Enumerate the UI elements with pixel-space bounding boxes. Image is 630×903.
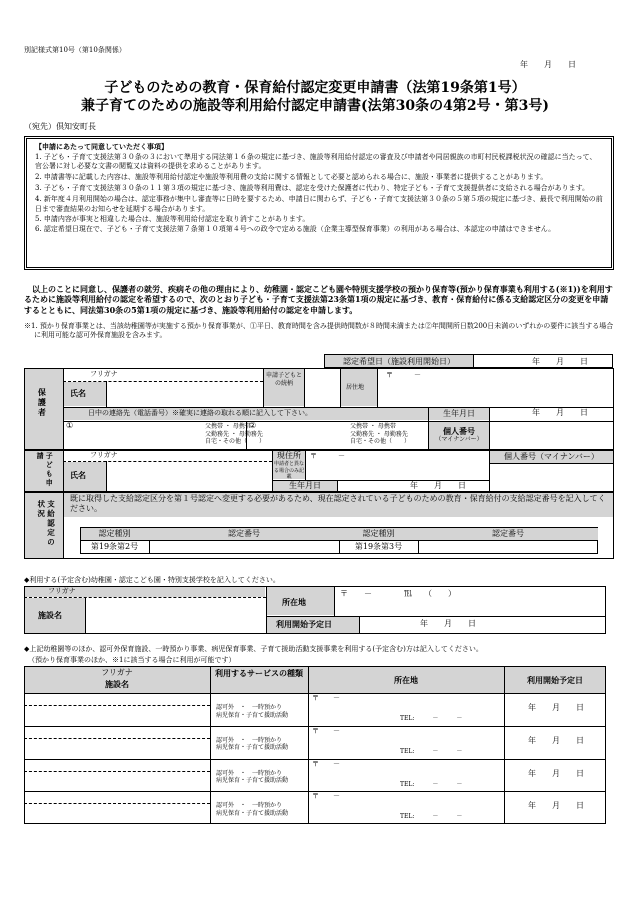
service-facility-furigana-field[interactable] [27,793,207,802]
child-mynumber-field[interactable] [492,465,610,489]
guardian-address-label: 居住地 [346,384,365,391]
contact-options: 父携帯 ・ 母携帯 父勤務先 ・ 母勤務先 自宅・その他（ ） [350,423,411,445]
kindergarten-location-value[interactable]: 〒 － ℡ （ ） [340,589,456,598]
guardian-contact1: ① [66,421,74,430]
cert-col-number: 認定番号 [492,529,524,538]
consent-item: 3. 子ども・子育て支援法第３０条の１１第３項の規定に基づき、施設等利用費は、認定を受けた保護者に代わり、特定子ども・子育て支援提供者に支給される場合があります。 [35,184,590,193]
kindergarten-name-label: 施設名 [38,610,62,620]
service-postal: 〒 － [312,759,340,768]
service-facility-furigana-field[interactable] [27,728,207,737]
col-facility: 施設名 [105,679,129,689]
guardian-contact2: ② [249,421,257,430]
cert-number2-field[interactable] [420,542,596,553]
other-services-subheading: （預かり保育事業のほか、※1に該当する場合に利用が可能です） [28,656,236,664]
cert-col-type: 認定種別 [362,529,395,538]
note1: ※1. 預かり保育事業とは、当該幼稚園等が実施する預かり保育事業が、①平日、教育時間を含み提供時間数が８時間未満または②年間開所日数200日未満のいずれかの要件に該当する場合に利用可能な認可外保育施設を含みます。 [24,322,614,340]
service-tel[interactable]: TEL: － － [400,747,463,755]
other-services-heading: ◆上記幼稚園等のほか、認可外保育施設、一時預かり事業、病児保育事業、子育て援助活動支援事業を利用する(予定含む)方は記入してください。 [24,645,483,653]
child-postal: 〒 － [310,452,345,460]
service-type-options[interactable]: 認可外 ・ 一時預かり 病児保育・子育て援助活動 [216,769,289,784]
consent-item: 2. 申請書等に記載した内容は、施設等利用給付認定や施設等利用費の支給に関する情報として必要と認められる場合に、施設・事業者に提供することがあります。 [35,173,548,182]
service-postal: 〒 － [312,792,340,801]
guardian-birth-label: 生年月日 [429,408,489,420]
service-postal: 〒 － [312,694,340,702]
service-facility-name-field[interactable] [27,740,207,756]
cert-row-type2: 第19条第3号 [354,542,403,551]
service-start-value[interactable]: 年 月 日 [528,735,584,745]
desired-date-value[interactable]: 年 月 日 [473,354,613,368]
guardian-address-field[interactable] [380,382,610,404]
consent-item: 4. 新年度４月利用開始の場合は、認定事務が集中し審査等に日時を要するため、申請日に関わらず、子ども・子育て支援法第３０条の５第５項の規定に基づき、最長で利用開始の前日まで審査結果のお知らせを延期する場合があります。 [35,195,603,213]
certification-section-label: 支給認定の状況 [36,500,56,548]
child-birth-value[interactable]: 年 月 日 [410,481,466,490]
title-line2: 兼子育てのための施設等利用給付認定申請書(法第30条の4第2号・第3号) [81,98,549,114]
guardian-furigana-label: フリガナ [90,370,118,378]
service-tel[interactable]: TEL: － － [400,715,463,722]
col-start: 利用開始予定日 [527,675,583,685]
child-name-label: 氏名 [70,470,86,480]
child-name-field[interactable] [108,463,268,489]
kindergarten-start-value[interactable]: 年 月 日 [420,619,476,628]
guardian-mynumber-label: 個人番号 [443,426,475,436]
consent-item: 5. 申請内容が事実と相違した場合は、施設等利用給付認定を取り消すことがあります。 [35,214,310,223]
title-line1: 子どものための教育・保育給付認定変更申請書（法第19条第1号） [104,80,526,96]
guardian-relation-field[interactable] [306,370,338,404]
guardian-contact-label: 日中の連絡先（電話番号）※確実に連絡の取れる順に記入して下さい。 [88,409,312,417]
consent-item: 1. 子ども・子育て支援法第３０条の３において準用する同法第１６条の規定に基づき、施設等利用給付認定の審査及び申請者や同居親族の市町村民税課税状況の確認に当たって、官公署に対し必要な文書の閲覧又は資料の提供を求めることがあります。 [35,153,597,171]
child-current-address-note: 申請者と異なる場合のみ記載 [273,461,304,480]
child-address-field[interactable] [308,462,486,478]
guardian-name-field[interactable] [108,383,258,405]
guardian-mynumber-sub: （マイナンバー） [435,436,483,444]
consent-box [24,136,614,270]
kindergarten-name-field[interactable] [88,599,262,631]
cert-col-type: 認定種別 [98,529,131,538]
kindergarten-heading: ◆利用する(予定含む)幼稚園・認定こども園・特別支援学校を記入してください。 [24,576,280,584]
guardian-relation-label: 申請子どもとの続柄 [265,372,302,387]
contact-options: 父携帯 ・ 母携帯 父勤務先 ・ 母勤務先 自宅・その他（ ） [205,423,266,445]
cert-col-number: 認定番号 [228,529,260,538]
service-type-options[interactable]: 認可外 ・ 一時預かり 病児保育・子育て援助活動 [216,736,289,752]
service-facility-furigana-field[interactable] [27,761,207,770]
desired-date-label: 認定希望日（施設利用開始日） [324,354,474,368]
service-postal: 〒 － [312,726,340,735]
child-section-label: 子ども申請 [36,452,55,488]
consent-item: 6. 認定希望日現在で、子ども・子育て支援法第７条第１０項第４号への政令で定める施設（企業主導型保育事業）の利用がある場合は、本認定の申請はできません。 [35,224,556,233]
form-number: 別記様式第10号（第10条関係） [24,46,126,54]
col-location: 所在地 [394,675,418,685]
service-facility-name-field[interactable] [27,707,207,723]
declaration: 以上のことに同意し、保護者の就労、疾病その他の理由により、幼稚園・認定こども園や特別支援学校の預かり保育等(預かり保育事業も利用する(※1))を利用するために施設等利用給付の認定を希望するので、次のとおり子ども・子育て支援法第23条第1項の規定に基づき、教育・保育給付に係る支給認定区分の変更を申請するとともに、同法第30条の5第1項の規定に基づき、施設等利用給付の認定を申請します。 [24,284,613,315]
service-type-options[interactable]: 認可外 ・ 一時預かり 病児保育・子育て援助活動 [216,802,289,817]
cert-row-type1: 第19条第2号 [90,542,139,551]
service-facility-furigana-field[interactable] [27,695,207,704]
addressee: （宛先）倶知安町長 [24,122,96,131]
guardian-section-label: 保護者 [37,388,48,418]
service-type-options[interactable]: 認可外 ・ 一時預かり 病児保育・子育て援助活動 [216,704,289,719]
cert-number1-field[interactable] [151,542,337,553]
kindergarten-start-label: 利用開始予定日 [276,619,332,629]
kindergarten-location-label: 所在地 [282,597,306,607]
child-birth-label: 生年月日 [273,481,337,491]
service-facility-name-field[interactable] [27,773,207,789]
service-facility-name-field[interactable] [27,805,207,821]
consent-heading: 【申請にあたって同意していただく事項】 [35,142,168,151]
service-tel[interactable]: TEL: － － [400,780,463,788]
service-start-value[interactable]: 年 月 日 [528,768,584,778]
guardian-mynumber-field[interactable] [492,424,610,446]
service-start-value[interactable]: 年 月 日 [528,801,584,811]
guardian-postal: 〒 － [386,371,421,379]
col-service: 利用するサービスの種類 [215,668,303,678]
kindergarten-furigana: フリガナ [48,587,76,595]
certification-text: 既に取得した支給認定区分を第１号認定へ変更する必要があるため、現在認定されている子どものための教育・保育給付の支給認定番号を記入してください。 [64,493,613,517]
guardian-birth-value[interactable]: 年 月 日 [532,408,588,417]
child-current-address-label: 現住所 [277,451,301,460]
service-start-value[interactable]: 年 月 日 [528,703,584,712]
child-mynumber-label: 個人番号（マイナンバー） [490,451,613,463]
date-line: 年 月 日 [520,60,576,69]
guardian-name-label: 氏名 [70,388,86,398]
child-furigana-label: フリガナ [90,451,118,459]
col-facility-furigana: フリガナ [101,668,133,677]
service-tel[interactable]: TEL: － － [400,813,463,821]
